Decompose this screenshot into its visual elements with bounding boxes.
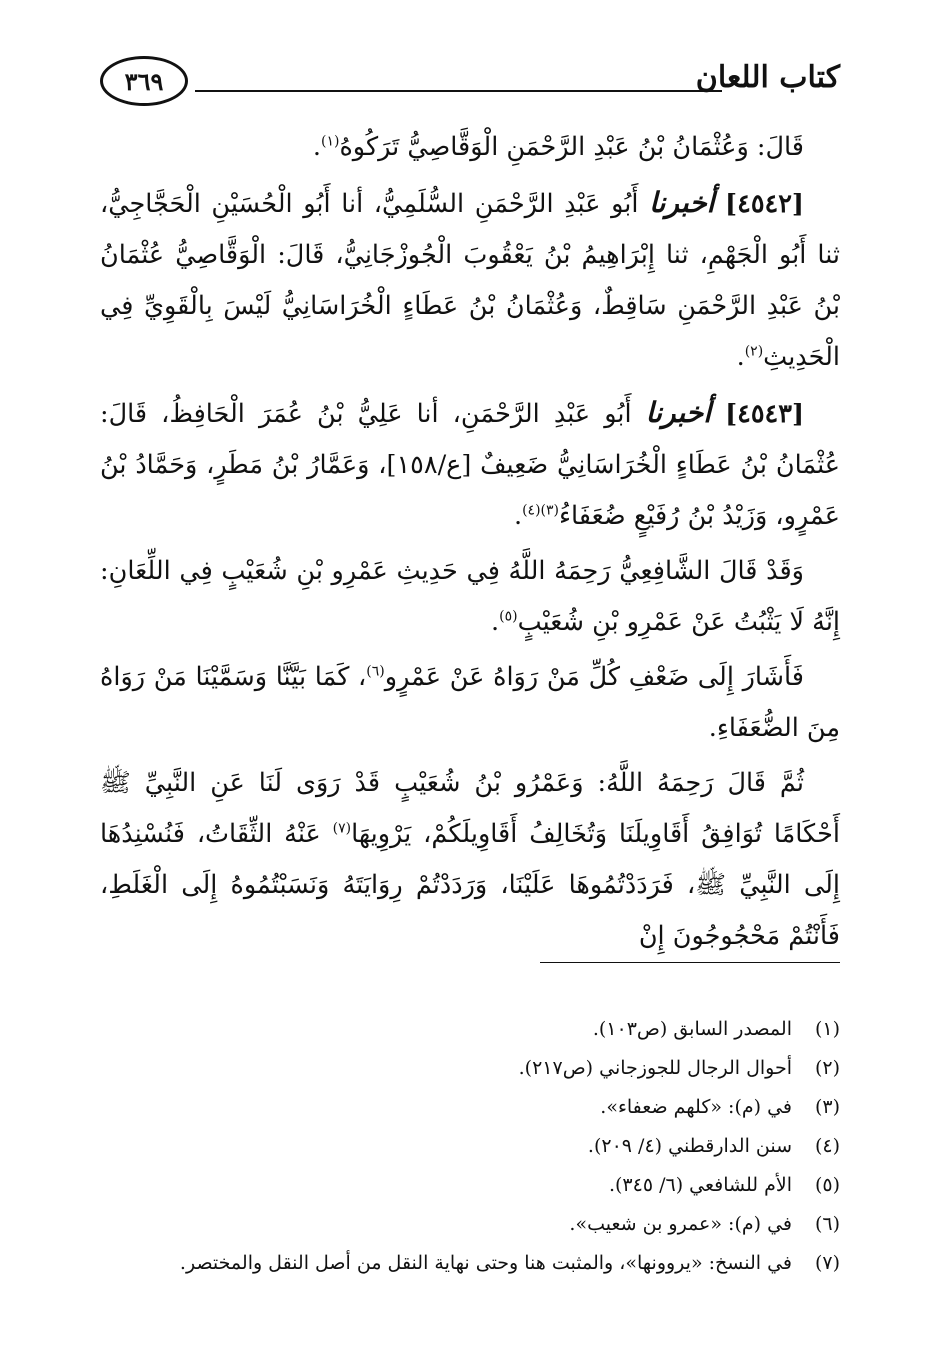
- footnote-item: (١)المصدر السابق (ص١٠٣).: [592, 1018, 840, 1040]
- hadith-number: [٤٥٤٢]: [725, 189, 804, 219]
- main-text: [100, 122, 840, 966]
- paragraph-4543: [٤٥٤٣] أخبرنا أَبُو عَبْدِ الرَّحْمَنِ، أنا عَلِيُّ بْنُ عُمَرَ الْحَافِظُ، قَالَ: عُثْمَانُ بْنُ عَطَاءٍ الْخُرَاسَانِيُّ ضَعِيفٌ [ع/١٥٨]، وَعَمَّارُ بْنُ مَطَرٍ، وَحَمَّادُ بْنُ عَمْرٍو، وَزَيْدُ بْنُ رُفَيْعٍ ضُعَفَاءُ$^{(٣)(٤)}$.: [100, 396, 840, 531]
- footnotes: [100, 1010, 840, 1283]
- paragraph-thumma: ثُمَّ قَالَ رَحِمَهُ اللَّهُ: وَعَمْرُو بْنُ شُعَيْبٍ قَدْ رَوَى لَنَا عَنِ النَّبِيِّ ﷺ أَحْكَامًا تُوَافِقُ أَقَاوِيلَنَا وَتُخَالِفُ أَقَاوِيلَكُمْ، يَرْوِيهَا$^{(٧)}$ عَنْهُ الثِّقَاتُ، فَنُسْنِدُهَا إِلَى النَّبِيِّ ﷺ، فَرَدَدْتُمُوهَا عَلَيْنَا، وَرَدَدْتُمْ رِوَايَتَهُ وَنَسَبْتُمُوهُ إِلَى الْغَلَطِ، فَأَنْتُمْ مَحْجُوجُونَ إِنْ: [100, 768, 840, 951]
- paragraph-ashara: فَأَشَارَ إِلَى ضَعْفِ كُلِّ مَنْ رَوَاهُ عَنْ عَمْرٍو$^{(٦)}$، كَمَا بَيَّنَّا وَسَمَّيْنَا مَنْ رَوَاهُ مِنَ الضُّعَفَاءِ.: [100, 662, 840, 743]
- footnote-ref: (٣)(٤): [522, 502, 559, 519]
- footnote-ref: (٢): [744, 343, 764, 360]
- paragraph-4542: [٤٥٤٢] أخبرنا أَبُو عَبْدِ الرَّحْمَنِ السُّلَمِيُّ، أنا أَبُو الْحُسَيْنِ الْحَجَّاجِيُّ، ثنا أَبُو الْجَهْمِ، ثنا إِبْرَاهِيمُ بْنُ يَعْقُوبَ الْجُوزْجَانِيُّ، قَالَ: الْوَقَّاصِيُّ عُثْمَانُ بْنُ عَبْدِ الرَّحْمَنِ سَاقِطٌ، وَعُثْمَانُ بْنُ عَطَاءٍ الْخُرَاسَانِيُّ لَيْسَ بِالْقَوِيِّ فِي الْحَدِيثِ$^{(٢)}$.: [100, 186, 840, 372]
- hadith-number: [٤٥٤٣]: [725, 399, 805, 429]
- akhbarana-word: أخبرنا: [649, 186, 715, 219]
- footnote-item: (٥)الأم للشافعي (٦/ ٣٤٥).: [608, 1174, 840, 1196]
- footnote-item: (٧)في النسخ: «يروونها»، والمثبت هنا وحتى نهاية النقل من أصل النقل والمختصر.: [179, 1252, 840, 1274]
- paragraph-shafii: وَقَدْ قَالَ الشَّافِعِيُّ رَحِمَهُ اللَّهُ فِي حَدِيثِ عَمْرِو بْنِ شُعَيْبٍ فِي اللِّعَانِ: إِنَّهُ لَا يَثْبُتُ عَنْ عَمْرِو بْنِ شُعَيْبٍ$^{(٥)}$.: [100, 556, 840, 637]
- header-rule: [195, 90, 722, 92]
- chapter-title: كتاب اللعان: [695, 60, 840, 95]
- footnote-ref: (١): [320, 133, 340, 150]
- footnote-item: (٤)سنن الدارقطني (٤/ ٢٠٩).: [587, 1135, 840, 1157]
- footnote-item: (٦)في (م): «عمرو بن شعيب».: [569, 1213, 840, 1235]
- footnote-ref: (٥): [499, 608, 518, 625]
- page-header: [100, 56, 840, 116]
- page-number-badge: ٣٦٩: [100, 56, 188, 106]
- footnote-ref: (٧): [332, 820, 352, 837]
- footnote-item: (٣)في (م): «كلهم ضعفاء».: [600, 1096, 840, 1118]
- footnote-ref: (٦): [366, 663, 385, 680]
- footnote-item: (٢)أحوال الرجال للجوزجاني (ص٢١٧).: [518, 1057, 840, 1079]
- footnote-separator: [540, 962, 840, 963]
- akhbarana-word: أخبرنا: [645, 396, 711, 429]
- paragraph-1: قَالَ: وَعُثْمَانُ بْنُ عَبْدِ الرَّحْمَنِ الْوَقَّاصِيُّ تَرَكُوهُ$^{(١)}$.: [312, 132, 804, 162]
